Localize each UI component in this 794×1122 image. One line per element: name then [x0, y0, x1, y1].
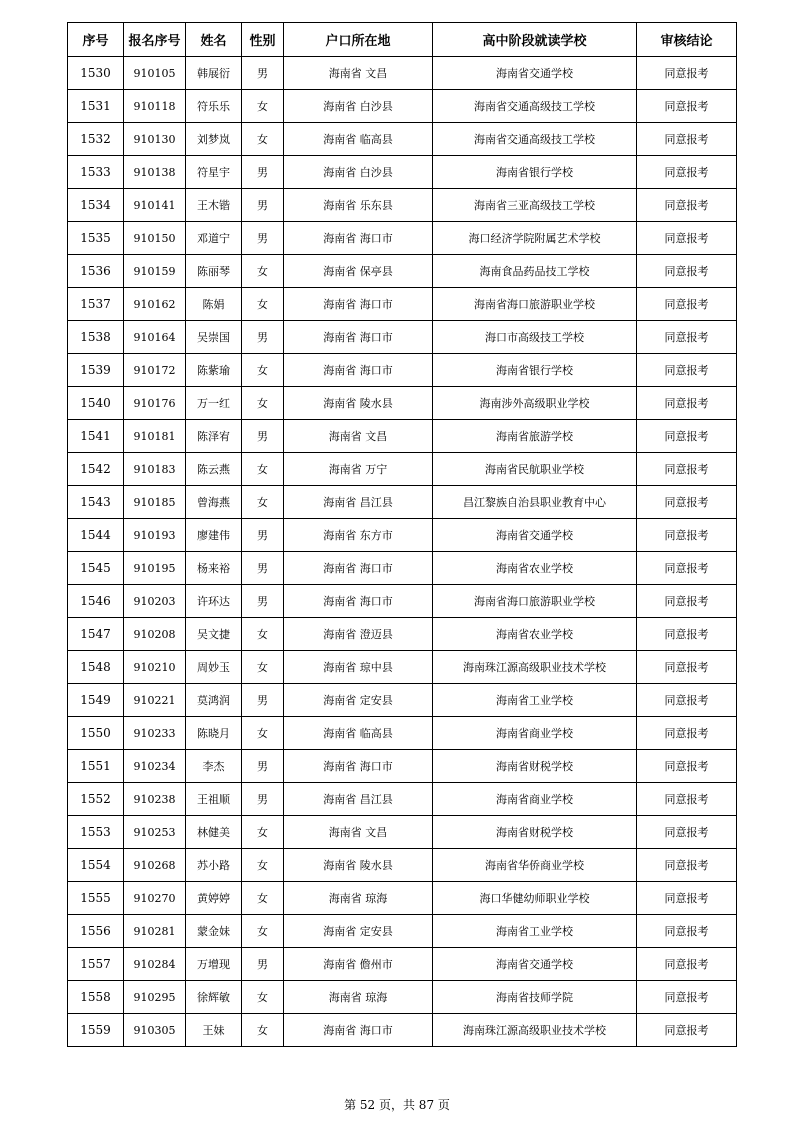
- cell-gender: 女: [242, 354, 284, 387]
- cell-school: 海南省交通高级技工学校: [433, 90, 637, 123]
- cell-conclusion: 同意报考: [637, 684, 737, 717]
- cell-seq: 1543: [68, 486, 124, 519]
- cell-hukou: 海南省 海口市: [284, 585, 433, 618]
- cell-conclusion: 同意报考: [637, 915, 737, 948]
- cell-gender: 男: [242, 189, 284, 222]
- cell-seq: 1535: [68, 222, 124, 255]
- cell-name: 许环达: [186, 585, 242, 618]
- cell-hukou: 海南省 文昌: [284, 420, 433, 453]
- cell-seq: 1559: [68, 1014, 124, 1047]
- cell-reg-no: 910233: [124, 717, 186, 750]
- cell-school: 海南珠江源高级职业技术学校: [433, 651, 637, 684]
- table-row: [68, 354, 737, 387]
- cell-name: 周妙玉: [186, 651, 242, 684]
- table-row: [68, 123, 737, 156]
- cell-reg-no: 910185: [124, 486, 186, 519]
- cell-seq: 1540: [68, 387, 124, 420]
- table-row: [68, 156, 737, 189]
- cell-name: 陈紫瑜: [186, 354, 242, 387]
- cell-school: 海南涉外高级职业学校: [433, 387, 637, 420]
- header-reg-no: 报名序号: [124, 23, 186, 57]
- table-row: [68, 321, 737, 354]
- cell-seq: 1545: [68, 552, 124, 585]
- cell-gender: 女: [242, 717, 284, 750]
- cell-reg-no: 910105: [124, 57, 186, 90]
- cell-gender: 女: [242, 90, 284, 123]
- cell-seq: 1550: [68, 717, 124, 750]
- header-seq: 序号: [68, 23, 124, 57]
- cell-seq: 1553: [68, 816, 124, 849]
- cell-hukou: 海南省 儋州市: [284, 948, 433, 981]
- cell-gender: 女: [242, 915, 284, 948]
- cell-seq: 1547: [68, 618, 124, 651]
- cell-school: 海南省交通学校: [433, 948, 637, 981]
- cell-school: 海南省海口旅游职业学校: [433, 288, 637, 321]
- cell-hukou: 海南省 陵水县: [284, 849, 433, 882]
- cell-gender: 女: [242, 882, 284, 915]
- table-row: [68, 288, 737, 321]
- cell-hukou: 海南省 昌江县: [284, 783, 433, 816]
- cell-gender: 男: [242, 156, 284, 189]
- cell-hukou: 海南省 临高县: [284, 123, 433, 156]
- cell-gender: 女: [242, 981, 284, 1014]
- cell-reg-no: 910130: [124, 123, 186, 156]
- cell-hukou: 海南省 临高县: [284, 717, 433, 750]
- cell-seq: 1556: [68, 915, 124, 948]
- cell-name: 陈娟: [186, 288, 242, 321]
- cell-reg-no: 910284: [124, 948, 186, 981]
- cell-hukou: 海南省 海口市: [284, 288, 433, 321]
- cell-school: 海南省技师学院: [433, 981, 637, 1014]
- cell-conclusion: 同意报考: [637, 321, 737, 354]
- cell-gender: 男: [242, 519, 284, 552]
- table-row: [68, 90, 737, 123]
- header-conclusion: 审核结论: [637, 23, 737, 57]
- cell-school: 海南省财税学校: [433, 816, 637, 849]
- cell-hukou: 海南省 海口市: [284, 1014, 433, 1047]
- cell-reg-no: 910162: [124, 288, 186, 321]
- cell-reg-no: 910305: [124, 1014, 186, 1047]
- table-row: [68, 849, 737, 882]
- cell-conclusion: 同意报考: [637, 387, 737, 420]
- table-row: [68, 948, 737, 981]
- cell-conclusion: 同意报考: [637, 90, 737, 123]
- cell-hukou: 海南省 海口市: [284, 750, 433, 783]
- table-row: [68, 189, 737, 222]
- cell-name: 陈云燕: [186, 453, 242, 486]
- table-row: [68, 981, 737, 1014]
- cell-gender: 女: [242, 618, 284, 651]
- cell-seq: 1542: [68, 453, 124, 486]
- cell-gender: 女: [242, 123, 284, 156]
- cell-seq: 1532: [68, 123, 124, 156]
- table-row: [68, 684, 737, 717]
- header-hukou: 户口所在地: [284, 23, 433, 57]
- cell-hukou: 海南省 澄迈县: [284, 618, 433, 651]
- cell-school: 海南省交通学校: [433, 57, 637, 90]
- cell-name: 徐辉敏: [186, 981, 242, 1014]
- cell-seq: 1558: [68, 981, 124, 1014]
- cell-gender: 男: [242, 948, 284, 981]
- cell-hukou: 海南省 陵水县: [284, 387, 433, 420]
- cell-name: 杨来裕: [186, 552, 242, 585]
- cell-hukou: 海南省 定安县: [284, 684, 433, 717]
- cell-seq: 1555: [68, 882, 124, 915]
- cell-name: 刘梦岚: [186, 123, 242, 156]
- cell-gender: 女: [242, 651, 284, 684]
- cell-conclusion: 同意报考: [637, 717, 737, 750]
- cell-name: 王木锴: [186, 189, 242, 222]
- cell-reg-no: 910221: [124, 684, 186, 717]
- cell-reg-no: 910150: [124, 222, 186, 255]
- cell-conclusion: 同意报考: [637, 816, 737, 849]
- table-row: [68, 717, 737, 750]
- cell-name: 邓道宁: [186, 222, 242, 255]
- cell-seq: 1530: [68, 57, 124, 90]
- page-footer: 第 52 页，共 87 页: [344, 1098, 450, 1112]
- cell-hukou: 海南省 定安县: [284, 915, 433, 948]
- table-row: [68, 651, 737, 684]
- cell-gender: 女: [242, 288, 284, 321]
- cell-conclusion: 同意报考: [637, 618, 737, 651]
- cell-conclusion: 同意报考: [637, 750, 737, 783]
- cell-conclusion: 同意报考: [637, 420, 737, 453]
- header-school: 高中阶段就读学校: [433, 23, 637, 57]
- cell-name: 符星宇: [186, 156, 242, 189]
- cell-school: 海南省银行学校: [433, 354, 637, 387]
- cell-conclusion: 同意报考: [637, 57, 737, 90]
- cell-school: 昌江黎族自治县职业教育中心: [433, 486, 637, 519]
- cell-school: 海南省商业学校: [433, 717, 637, 750]
- cell-reg-no: 910253: [124, 816, 186, 849]
- cell-hukou: 海南省 海口市: [284, 321, 433, 354]
- cell-hukou: 海南省 保亭县: [284, 255, 433, 288]
- table-row: [68, 387, 737, 420]
- cell-gender: 女: [242, 387, 284, 420]
- cell-hukou: 海南省 东方市: [284, 519, 433, 552]
- table-row: [68, 222, 737, 255]
- cell-conclusion: 同意报考: [637, 453, 737, 486]
- cell-conclusion: 同意报考: [637, 1014, 737, 1047]
- cell-school: 海南省农业学校: [433, 618, 637, 651]
- cell-gender: 男: [242, 684, 284, 717]
- cell-seq: 1546: [68, 585, 124, 618]
- cell-reg-no: 910234: [124, 750, 186, 783]
- cell-seq: 1554: [68, 849, 124, 882]
- cell-school: 海口市高级技工学校: [433, 321, 637, 354]
- cell-name: 韩展衍: [186, 57, 242, 90]
- cell-seq: 1552: [68, 783, 124, 816]
- table-row: [68, 585, 737, 618]
- cell-gender: 女: [242, 1014, 284, 1047]
- cell-reg-no: 910295: [124, 981, 186, 1014]
- cell-name: 廖建伟: [186, 519, 242, 552]
- cell-name: 王妹: [186, 1014, 242, 1047]
- cell-gender: 女: [242, 849, 284, 882]
- cell-seq: 1551: [68, 750, 124, 783]
- table-row: [68, 420, 737, 453]
- cell-school: 海南省工业学校: [433, 915, 637, 948]
- cell-hukou: 海南省 琼中县: [284, 651, 433, 684]
- cell-hukou: 海南省 海口市: [284, 222, 433, 255]
- cell-school: 海南省银行学校: [433, 156, 637, 189]
- cell-name: 苏小路: [186, 849, 242, 882]
- cell-reg-no: 910238: [124, 783, 186, 816]
- cell-name: 万一红: [186, 387, 242, 420]
- cell-name: 万增现: [186, 948, 242, 981]
- cell-reg-no: 910138: [124, 156, 186, 189]
- cell-reg-no: 910270: [124, 882, 186, 915]
- header-gender: 性别: [242, 23, 284, 57]
- cell-school: 海南食品药品技工学校: [433, 255, 637, 288]
- cell-reg-no: 910203: [124, 585, 186, 618]
- cell-hukou: 海南省 文昌: [284, 816, 433, 849]
- cell-conclusion: 同意报考: [637, 255, 737, 288]
- table-row: [68, 453, 737, 486]
- cell-hukou: 海南省 琼海: [284, 882, 433, 915]
- cell-conclusion: 同意报考: [637, 585, 737, 618]
- cell-conclusion: 同意报考: [637, 486, 737, 519]
- cell-reg-no: 910208: [124, 618, 186, 651]
- cell-reg-no: 910183: [124, 453, 186, 486]
- table-header-row: [68, 23, 737, 57]
- cell-gender: 男: [242, 321, 284, 354]
- cell-hukou: 海南省 文昌: [284, 57, 433, 90]
- table-row: [68, 255, 737, 288]
- cell-school: 海南省旅游学校: [433, 420, 637, 453]
- cell-seq: 1549: [68, 684, 124, 717]
- table-row: [68, 783, 737, 816]
- cell-reg-no: 910210: [124, 651, 186, 684]
- cell-school: 海南省商业学校: [433, 783, 637, 816]
- cell-name: 陈泽宥: [186, 420, 242, 453]
- cell-school: 海南省财税学校: [433, 750, 637, 783]
- cell-name: 黄婷婷: [186, 882, 242, 915]
- cell-conclusion: 同意报考: [637, 552, 737, 585]
- cell-gender: 男: [242, 222, 284, 255]
- table-row: [68, 915, 737, 948]
- cell-school: 海南省工业学校: [433, 684, 637, 717]
- table-row: [68, 519, 737, 552]
- cell-seq: 1557: [68, 948, 124, 981]
- cell-reg-no: 910159: [124, 255, 186, 288]
- cell-reg-no: 910195: [124, 552, 186, 585]
- cell-school: 海口经济学院附属艺术学校: [433, 222, 637, 255]
- cell-name: 陈晓月: [186, 717, 242, 750]
- cell-conclusion: 同意报考: [637, 189, 737, 222]
- cell-gender: 男: [242, 420, 284, 453]
- cell-hukou: 海南省 乐东县: [284, 189, 433, 222]
- cell-hukou: 海南省 昌江县: [284, 486, 433, 519]
- cell-hukou: 海南省 海口市: [284, 354, 433, 387]
- cell-gender: 男: [242, 750, 284, 783]
- cell-conclusion: 同意报考: [637, 288, 737, 321]
- cell-gender: 男: [242, 585, 284, 618]
- cell-gender: 男: [242, 57, 284, 90]
- cell-conclusion: 同意报考: [637, 849, 737, 882]
- cell-hukou: 海南省 海口市: [284, 552, 433, 585]
- cell-conclusion: 同意报考: [637, 156, 737, 189]
- cell-school: 海南省交通高级技工学校: [433, 123, 637, 156]
- cell-conclusion: 同意报考: [637, 651, 737, 684]
- cell-name: 曾海燕: [186, 486, 242, 519]
- table-row: [68, 882, 737, 915]
- cell-school: 海南省华侨商业学校: [433, 849, 637, 882]
- cell-gender: 女: [242, 816, 284, 849]
- cell-reg-no: 910176: [124, 387, 186, 420]
- cell-reg-no: 910281: [124, 915, 186, 948]
- header-name: 姓名: [186, 23, 242, 57]
- table-row: [68, 486, 737, 519]
- cell-seq: 1538: [68, 321, 124, 354]
- cell-name: 吴文捷: [186, 618, 242, 651]
- cell-gender: 男: [242, 783, 284, 816]
- cell-name: 林健美: [186, 816, 242, 849]
- cell-school: 海南省民航职业学校: [433, 453, 637, 486]
- cell-seq: 1533: [68, 156, 124, 189]
- cell-conclusion: 同意报考: [637, 981, 737, 1014]
- cell-name: 蒙金妹: [186, 915, 242, 948]
- cell-seq: 1541: [68, 420, 124, 453]
- cell-name: 王祖顺: [186, 783, 242, 816]
- cell-reg-no: 910118: [124, 90, 186, 123]
- cell-hukou: 海南省 白沙县: [284, 90, 433, 123]
- cell-gender: 女: [242, 486, 284, 519]
- table-row: [68, 618, 737, 651]
- cell-hukou: 海南省 白沙县: [284, 156, 433, 189]
- cell-hukou: 海南省 万宁: [284, 453, 433, 486]
- cell-conclusion: 同意报考: [637, 222, 737, 255]
- cell-name: 李杰: [186, 750, 242, 783]
- cell-conclusion: 同意报考: [637, 519, 737, 552]
- review-results-table: [67, 22, 737, 1047]
- cell-reg-no: 910141: [124, 189, 186, 222]
- cell-seq: 1544: [68, 519, 124, 552]
- cell-name: 陈丽琴: [186, 255, 242, 288]
- cell-seq: 1536: [68, 255, 124, 288]
- table-row: [68, 1014, 737, 1047]
- table-row: [68, 750, 737, 783]
- cell-conclusion: 同意报考: [637, 882, 737, 915]
- cell-reg-no: 910181: [124, 420, 186, 453]
- cell-seq: 1537: [68, 288, 124, 321]
- cell-seq: 1539: [68, 354, 124, 387]
- cell-school: 海口华健幼师职业学校: [433, 882, 637, 915]
- cell-school: 海南省三亚高级技工学校: [433, 189, 637, 222]
- cell-hukou: 海南省 琼海: [284, 981, 433, 1014]
- cell-name: 符乐乐: [186, 90, 242, 123]
- cell-conclusion: 同意报考: [637, 948, 737, 981]
- cell-reg-no: 910193: [124, 519, 186, 552]
- cell-gender: 男: [242, 552, 284, 585]
- cell-reg-no: 910268: [124, 849, 186, 882]
- cell-conclusion: 同意报考: [637, 783, 737, 816]
- cell-school: 海南省海口旅游职业学校: [433, 585, 637, 618]
- cell-gender: 女: [242, 453, 284, 486]
- cell-name: 莫鸿润: [186, 684, 242, 717]
- table-row: [68, 816, 737, 849]
- cell-seq: 1534: [68, 189, 124, 222]
- cell-school: 海南省交通学校: [433, 519, 637, 552]
- cell-reg-no: 910172: [124, 354, 186, 387]
- cell-gender: 女: [242, 255, 284, 288]
- cell-name: 吴崇国: [186, 321, 242, 354]
- cell-conclusion: 同意报考: [637, 123, 737, 156]
- cell-school: 海南省农业学校: [433, 552, 637, 585]
- cell-reg-no: 910164: [124, 321, 186, 354]
- cell-conclusion: 同意报考: [637, 354, 737, 387]
- table-row: [68, 57, 737, 90]
- cell-seq: 1531: [68, 90, 124, 123]
- table-row: [68, 552, 737, 585]
- cell-school: 海南珠江源高级职业技术学校: [433, 1014, 637, 1047]
- cell-seq: 1548: [68, 651, 124, 684]
